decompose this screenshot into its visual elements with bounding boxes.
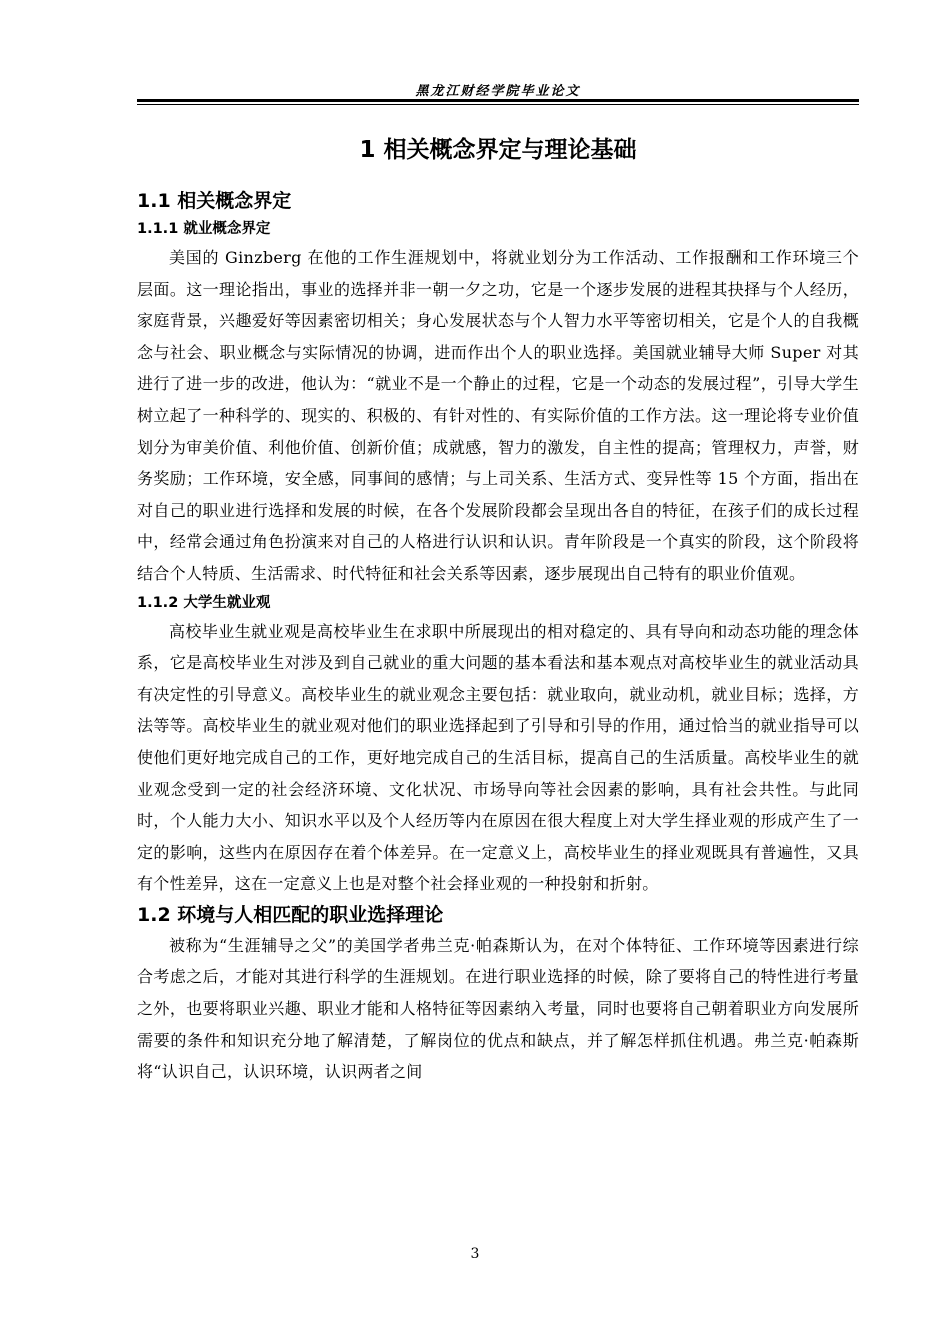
section-heading-1-1-1: 1.1.1 就业概念界定 bbox=[137, 221, 271, 237]
page-body bbox=[137, 132, 859, 1088]
paragraph-person-environment-fit: 被称为“生涯辅导之父”的美国学者弗兰克·帕森斯认为，在对个体特征、工作环境等因素进行综合考虑之后，才能对其进行科学的生涯规划。在进行职业选择的时候，除了要将自己的特性进行考量之外，也要将职业兴趣、职业才能和人格特征等因素纳入考量，同时也要将自己朝着职业方向发展所需要的条件和知识充分地了解清楚，了解岗位的优点和缺点，并了解怎样抓住机遇。弗兰克·帕森斯将“认识自己，认识环境，认识两者之间 bbox=[137, 935, 859, 1082]
header-rule-thin bbox=[137, 104, 859, 105]
section-heading-1-1: 1.1 相关概念界定 bbox=[137, 190, 292, 212]
section-heading-1-2: 1.2 环境与人相匹配的职业选择理论 bbox=[137, 903, 444, 926]
running-header: 黑龙江财经学院毕业论文 bbox=[415, 84, 581, 99]
paragraph-employment-concept: 美国的 Ginzberg 在他的工作生涯规划中，将就业划分为工作活动、工作报酬和工作环境三个层面。这一理论指出，事业的选择并非一朝一夕之功，它是一个逐步发展的进程其抉择与个人经历，家庭背景，兴趣爱好等因素密切相关；身心发展状态与个人智力水平等密切相关，它是个人的自我概念与社会、职业概念与实际情况的协调，进而作出个人的职业选择。美国就业辅导大师 Super 对其进行了进一步的改进，他认为：“就业不是一个静止的过程，它是一个动态的发展过程”，引导大学生树立起了一种科学的、现实的、积极的、有针对性的、有实际价值的工作方法。这一理论将专业价值划分为审美价值、利他价值、创新价值；成就感，智力的激发，自主性的提高；管理权力，声誉，财务奖励；工作环境，安全感，同事间的感情；与上司关系、生活方式、变异性等 15 个方面，指出在对自己的职业进行选择和发展的时候，在各个发展阶段都会呈现出各自的特征，在孩子们的成长过程中，经常会通过角色扮演来对自己的人格进行认识和认识。青年阶段是一个真实的阶段，这个阶段将结合个人特质、生活需求、时代特征和社会关系等因素，逐步展现出自己特有的职业价值观。 bbox=[137, 248, 859, 583]
header-rule-thick bbox=[137, 99, 859, 102]
section-heading-1-1-2: 1.1.2 大学生就业观 bbox=[137, 594, 271, 611]
paragraph-graduate-employment-view: 高校毕业生就业观是高校毕业生在求职中所展现出的相对稳定的、具有导向和动态功能的理念体系，它是高校毕业生对涉及到自己就业的重大问题的基本看法和基本观点对高校毕业生的就业活动具有决定性的引导意义。高校毕业生的就业观念主要包括：就业取向，就业动机，就业目标；选择，方法等等。高校毕业生的就业观对他们的职业选择起到了引导和引导的作用，通过恰当的就业指导可以使他们更好地完成自己的工作，更好地完成自己的生活目标，提高自己的生活质量。高校毕业生的就业观念受到一定的社会经济环境、文化状况、市场导向等社会因素的影响，具有社会共性。与此同时，个人能力大小、知识水平以及个人经历等内在原因在很大程度上对大学生择业观的形成产生了一定的影响，这些内在原因存在着个体差异。在一定意义上，高校毕业生的择业观既具有普遍性，又具有个性差异，这在一定意义上也是对整个社会择业观的一种投射和折射。 bbox=[137, 621, 859, 894]
chapter-title: 1 相关概念界定与理论基础 bbox=[359, 137, 637, 163]
page-number: 3 bbox=[470, 1246, 480, 1262]
